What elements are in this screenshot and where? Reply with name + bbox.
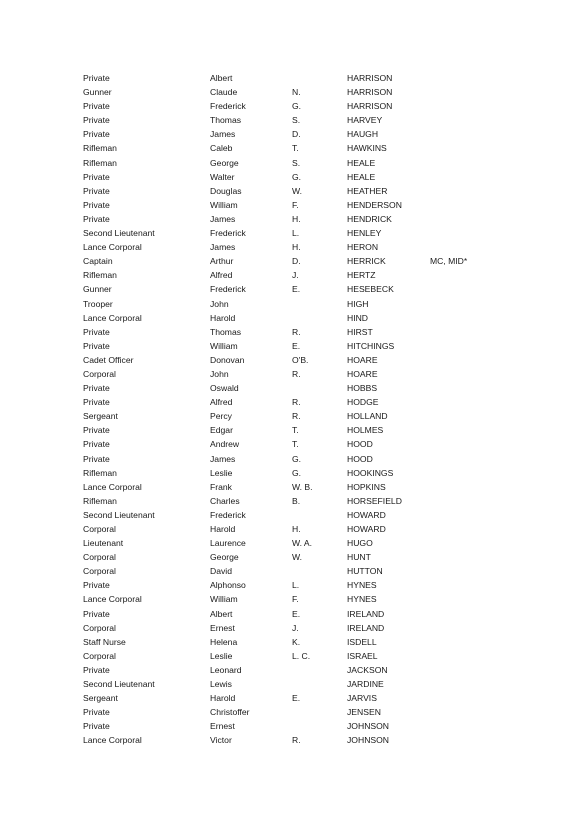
initials-text: J. bbox=[292, 622, 299, 633]
list-item bbox=[0, 437, 577, 451]
surname-text: HORSEFIELD bbox=[347, 495, 402, 506]
first-name-text: Albert bbox=[210, 73, 233, 83]
initials-text: S. bbox=[292, 115, 301, 126]
surname-text: HUNT bbox=[347, 552, 371, 563]
surname-text: HIGH bbox=[347, 298, 369, 309]
rank-text: Corporal bbox=[83, 566, 116, 577]
rank-text: Private bbox=[83, 73, 110, 83]
list-item bbox=[0, 113, 577, 127]
name-roll-list bbox=[0, 71, 577, 748]
initials-text: T. bbox=[292, 439, 299, 450]
first-name-text: Oswald bbox=[210, 383, 239, 394]
initials-text: E. bbox=[292, 608, 301, 619]
initials-text: K. bbox=[292, 636, 301, 647]
rank-text: Private bbox=[83, 326, 110, 337]
initials-text: W. A. bbox=[292, 538, 313, 549]
list-item bbox=[0, 268, 577, 282]
initials-text: L. bbox=[292, 228, 300, 239]
surname-text: HARRISON bbox=[347, 87, 393, 98]
first-name-text: John bbox=[210, 368, 229, 379]
first-name-text: Leslie bbox=[210, 650, 233, 661]
rank-text: Rifleman bbox=[83, 495, 117, 506]
list-item bbox=[0, 141, 577, 155]
rank-text: Private bbox=[83, 129, 110, 140]
initials-text: R. bbox=[292, 735, 301, 746]
rank-text: Private bbox=[83, 721, 110, 732]
first-name-text: Harold bbox=[210, 524, 236, 534]
rank-text: Corporal bbox=[83, 552, 116, 563]
first-name-text: Charles bbox=[210, 495, 240, 506]
first-name-text: Harold bbox=[210, 693, 236, 704]
rank-text: Rifleman bbox=[83, 467, 117, 478]
list-item bbox=[0, 522, 577, 536]
list-item bbox=[0, 297, 577, 311]
surname-text: HOOD bbox=[347, 453, 373, 464]
rank-text: Trooper bbox=[83, 298, 113, 309]
list-item bbox=[0, 607, 577, 621]
surname-text: HERTZ bbox=[347, 270, 376, 281]
rank-text: Private bbox=[83, 199, 110, 210]
list-item bbox=[0, 423, 577, 437]
list-item bbox=[0, 127, 577, 141]
initials-text: J. bbox=[292, 270, 299, 281]
surname-text: HERRICK bbox=[347, 256, 386, 267]
first-name-text: James bbox=[210, 453, 236, 464]
rank-text: Private bbox=[83, 580, 110, 591]
list-item bbox=[0, 212, 577, 226]
first-name-text: Thomas bbox=[210, 326, 242, 337]
rank-text: Sergeant bbox=[83, 693, 118, 704]
first-name-text: Alfred bbox=[210, 270, 233, 281]
initials-text: W. bbox=[292, 552, 303, 563]
list-item bbox=[0, 635, 577, 649]
rank-text: Rifleman bbox=[83, 157, 117, 168]
initials-text: H. bbox=[292, 213, 301, 224]
rank-text: Private bbox=[83, 101, 110, 112]
rank-text: Lance Corporal bbox=[83, 312, 142, 323]
list-item bbox=[0, 649, 577, 663]
surname-text: HOWARD bbox=[347, 509, 386, 520]
list-item bbox=[0, 240, 577, 254]
list-item bbox=[0, 733, 577, 747]
surname-text: HESEBECK bbox=[347, 284, 394, 295]
list-item bbox=[0, 367, 577, 381]
first-name-text: Albert bbox=[210, 608, 233, 619]
first-name-text: George bbox=[210, 157, 239, 168]
initials-text: G. bbox=[292, 171, 302, 182]
first-name-text: James bbox=[210, 242, 236, 253]
initials-text: L. bbox=[292, 580, 300, 591]
initials-text: R. bbox=[292, 411, 301, 422]
rank-text: Lance Corporal bbox=[83, 594, 142, 605]
list-item bbox=[0, 508, 577, 522]
surname-text: HIND bbox=[347, 312, 369, 323]
list-item bbox=[0, 705, 577, 719]
surname-text: HEALE bbox=[347, 171, 376, 182]
first-name-text: Frederick bbox=[210, 284, 246, 295]
list-item bbox=[0, 311, 577, 325]
first-name-text: Frank bbox=[210, 481, 232, 492]
surname-text: HIRST bbox=[347, 326, 373, 337]
first-name-text: Arthur bbox=[210, 256, 234, 267]
first-name-text: Caleb bbox=[210, 143, 233, 154]
initials-text: R. bbox=[292, 397, 301, 408]
first-name-text: William bbox=[210, 199, 238, 210]
first-name-text: William bbox=[210, 340, 238, 351]
rank-text: Private bbox=[83, 397, 110, 408]
rank-text: Private bbox=[83, 425, 110, 436]
surname-text: HOOD bbox=[347, 439, 373, 450]
first-name-text: Victor bbox=[210, 735, 232, 746]
surname-text: ISRAEL bbox=[347, 650, 378, 661]
initials-text: S. bbox=[292, 157, 301, 168]
rank-text: Private bbox=[83, 608, 110, 619]
first-name-text: George bbox=[210, 552, 239, 563]
surname-text: HYNES bbox=[347, 580, 377, 591]
surname-text: JARDINE bbox=[347, 679, 384, 690]
list-item bbox=[0, 381, 577, 395]
first-name-text: Lewis bbox=[210, 679, 232, 690]
first-name-text: Helena bbox=[210, 636, 238, 647]
first-name-text: Thomas bbox=[210, 115, 242, 126]
honours-text: MC, MID* bbox=[430, 256, 468, 267]
initials-text: T. bbox=[292, 425, 299, 436]
rank-text: Private bbox=[83, 383, 110, 394]
rank-text: Cadet Officer bbox=[83, 354, 134, 365]
list-item bbox=[0, 184, 577, 198]
first-name-text: Laurence bbox=[210, 538, 246, 549]
list-item bbox=[0, 550, 577, 564]
initials-text: G. bbox=[292, 453, 302, 464]
initials-text: E. bbox=[292, 693, 301, 704]
initials-text: O'B. bbox=[292, 354, 309, 365]
list-item bbox=[0, 71, 577, 85]
surname-text: HAWKINS bbox=[347, 143, 387, 154]
rank-text: Private bbox=[83, 707, 110, 718]
list-item bbox=[0, 621, 577, 635]
initials-text: H. bbox=[292, 524, 301, 534]
first-name-text: William bbox=[210, 594, 238, 605]
list-item bbox=[0, 254, 577, 268]
initials-text: B. bbox=[292, 495, 301, 506]
surname-text: HOARE bbox=[347, 368, 378, 379]
rank-text: Gunner bbox=[83, 87, 112, 98]
initials-text: R. bbox=[292, 368, 301, 379]
rank-text: Captain bbox=[83, 256, 113, 267]
list-item bbox=[0, 578, 577, 592]
initials-text: T. bbox=[292, 143, 299, 154]
list-item bbox=[0, 452, 577, 466]
initials-text: G. bbox=[292, 467, 302, 478]
initials-text: H. bbox=[292, 242, 301, 253]
surname-text: ISDELL bbox=[347, 636, 377, 647]
list-item bbox=[0, 85, 577, 99]
surname-text: HUTTON bbox=[347, 566, 383, 577]
rank-text: Private bbox=[83, 185, 110, 196]
list-item bbox=[0, 395, 577, 409]
list-item bbox=[0, 325, 577, 339]
first-name-text: Alfred bbox=[210, 397, 233, 408]
surname-text: HOARE bbox=[347, 354, 378, 365]
surname-text: HENDRICK bbox=[347, 213, 392, 224]
initials-text: W. B. bbox=[292, 481, 313, 492]
surname-text: HOBBS bbox=[347, 383, 378, 394]
first-name-text: Edgar bbox=[210, 425, 233, 436]
rank-text: Second Lieutenant bbox=[83, 509, 155, 520]
first-name-text: Christoffer bbox=[210, 707, 250, 718]
surname-text: HITCHINGS bbox=[347, 340, 395, 351]
surname-text: HOLMES bbox=[347, 425, 384, 436]
rank-text: Lance Corporal bbox=[83, 242, 142, 253]
rank-text: Corporal bbox=[83, 622, 116, 633]
list-item bbox=[0, 677, 577, 691]
rank-text: Second Lieutenant bbox=[83, 679, 155, 690]
list-item bbox=[0, 99, 577, 113]
initials-text: N. bbox=[292, 87, 301, 98]
list-item bbox=[0, 494, 577, 508]
list-item bbox=[0, 663, 577, 677]
initials-text: L. C. bbox=[292, 650, 311, 661]
rank-text: Private bbox=[83, 171, 110, 182]
initials-text: R. bbox=[292, 326, 301, 337]
rank-text: Private bbox=[83, 115, 110, 126]
list-item bbox=[0, 339, 577, 353]
list-item bbox=[0, 170, 577, 184]
initials-text: E. bbox=[292, 340, 301, 351]
rank-text: Corporal bbox=[83, 368, 116, 379]
surname-text: JOHNSON bbox=[347, 721, 390, 732]
first-name-text: Douglas bbox=[210, 185, 242, 196]
first-name-text: Andrew bbox=[210, 439, 240, 450]
rank-text: Lieutenant bbox=[83, 538, 124, 549]
list-item bbox=[0, 409, 577, 423]
rank-text: Private bbox=[83, 213, 110, 224]
surname-text: HENLEY bbox=[347, 228, 382, 239]
list-item bbox=[0, 353, 577, 367]
rank-text: Rifleman bbox=[83, 270, 117, 281]
first-name-text: Ernest bbox=[210, 622, 235, 633]
list-item bbox=[0, 198, 577, 212]
rank-text: Lance Corporal bbox=[83, 481, 142, 492]
list-item bbox=[0, 691, 577, 705]
initials-text: D. bbox=[292, 129, 301, 140]
first-name-text: Donovan bbox=[210, 354, 245, 365]
list-item bbox=[0, 592, 577, 606]
surname-text: HEALE bbox=[347, 157, 376, 168]
surname-text: HOOKINGS bbox=[347, 467, 394, 478]
first-name-text: Claude bbox=[210, 87, 238, 98]
first-name-text: Frederick bbox=[210, 509, 246, 520]
surname-text: HAUGH bbox=[347, 129, 379, 140]
surname-text: JACKSON bbox=[347, 664, 388, 675]
surname-text: JOHNSON bbox=[347, 735, 390, 746]
rank-text: Staff Nurse bbox=[83, 636, 126, 647]
surname-text: HYNES bbox=[347, 594, 377, 605]
surname-text: IRELAND bbox=[347, 608, 385, 619]
initials-text: F. bbox=[292, 594, 299, 605]
initials-text: W. bbox=[292, 185, 303, 196]
first-name-text: James bbox=[210, 129, 236, 140]
list-item bbox=[0, 480, 577, 494]
surname-text: HOLLAND bbox=[347, 411, 388, 422]
rank-text: Private bbox=[83, 439, 110, 450]
list-item bbox=[0, 536, 577, 550]
rank-text: Private bbox=[83, 664, 110, 675]
rank-text: Private bbox=[83, 340, 110, 351]
surname-text: HENDERSON bbox=[347, 199, 402, 210]
surname-text: JARVIS bbox=[347, 693, 377, 704]
list-item bbox=[0, 466, 577, 480]
initials-text: E. bbox=[292, 284, 301, 295]
list-item bbox=[0, 719, 577, 733]
first-name-text: Leonard bbox=[210, 664, 242, 675]
first-name-text: Percy bbox=[210, 411, 232, 422]
rank-text: Corporal bbox=[83, 650, 116, 661]
rank-text: Rifleman bbox=[83, 143, 117, 154]
first-name-text: Ernest bbox=[210, 721, 235, 732]
rank-text: Gunner bbox=[83, 284, 112, 295]
first-name-text: Frederick bbox=[210, 228, 246, 239]
surname-text: HOWARD bbox=[347, 524, 386, 534]
surname-text: HARRISON bbox=[347, 73, 393, 83]
surname-text: HEATHER bbox=[347, 185, 388, 196]
first-name-text: Harold bbox=[210, 312, 236, 323]
surname-text: HOPKINS bbox=[347, 481, 386, 492]
rank-text: Second Lieutenant bbox=[83, 228, 155, 239]
first-name-text: Frederick bbox=[210, 101, 246, 112]
rank-text: Lance Corporal bbox=[83, 735, 142, 746]
first-name-text: David bbox=[210, 566, 232, 577]
first-name-text: James bbox=[210, 213, 236, 224]
rank-text: Private bbox=[83, 453, 110, 464]
first-name-text: Leslie bbox=[210, 467, 233, 478]
list-item bbox=[0, 282, 577, 296]
initials-text: D. bbox=[292, 256, 301, 267]
first-name-text: John bbox=[210, 298, 229, 309]
list-item bbox=[0, 226, 577, 240]
rank-text: Sergeant bbox=[83, 411, 118, 422]
surname-text: HODGE bbox=[347, 397, 379, 408]
surname-text: HERON bbox=[347, 242, 379, 253]
first-name-text: Walter bbox=[210, 171, 235, 182]
surname-text: IRELAND bbox=[347, 622, 385, 633]
list-item bbox=[0, 156, 577, 170]
surname-text: HARVEY bbox=[347, 115, 383, 126]
surname-text: HARRISON bbox=[347, 101, 393, 112]
initials-text: G. bbox=[292, 101, 302, 112]
surname-text: HUGO bbox=[347, 538, 373, 549]
initials-text: F. bbox=[292, 199, 299, 210]
rank-text: Corporal bbox=[83, 524, 116, 534]
list-item bbox=[0, 564, 577, 578]
surname-text: JENSEN bbox=[347, 707, 381, 718]
first-name-text: Alphonso bbox=[210, 580, 246, 591]
